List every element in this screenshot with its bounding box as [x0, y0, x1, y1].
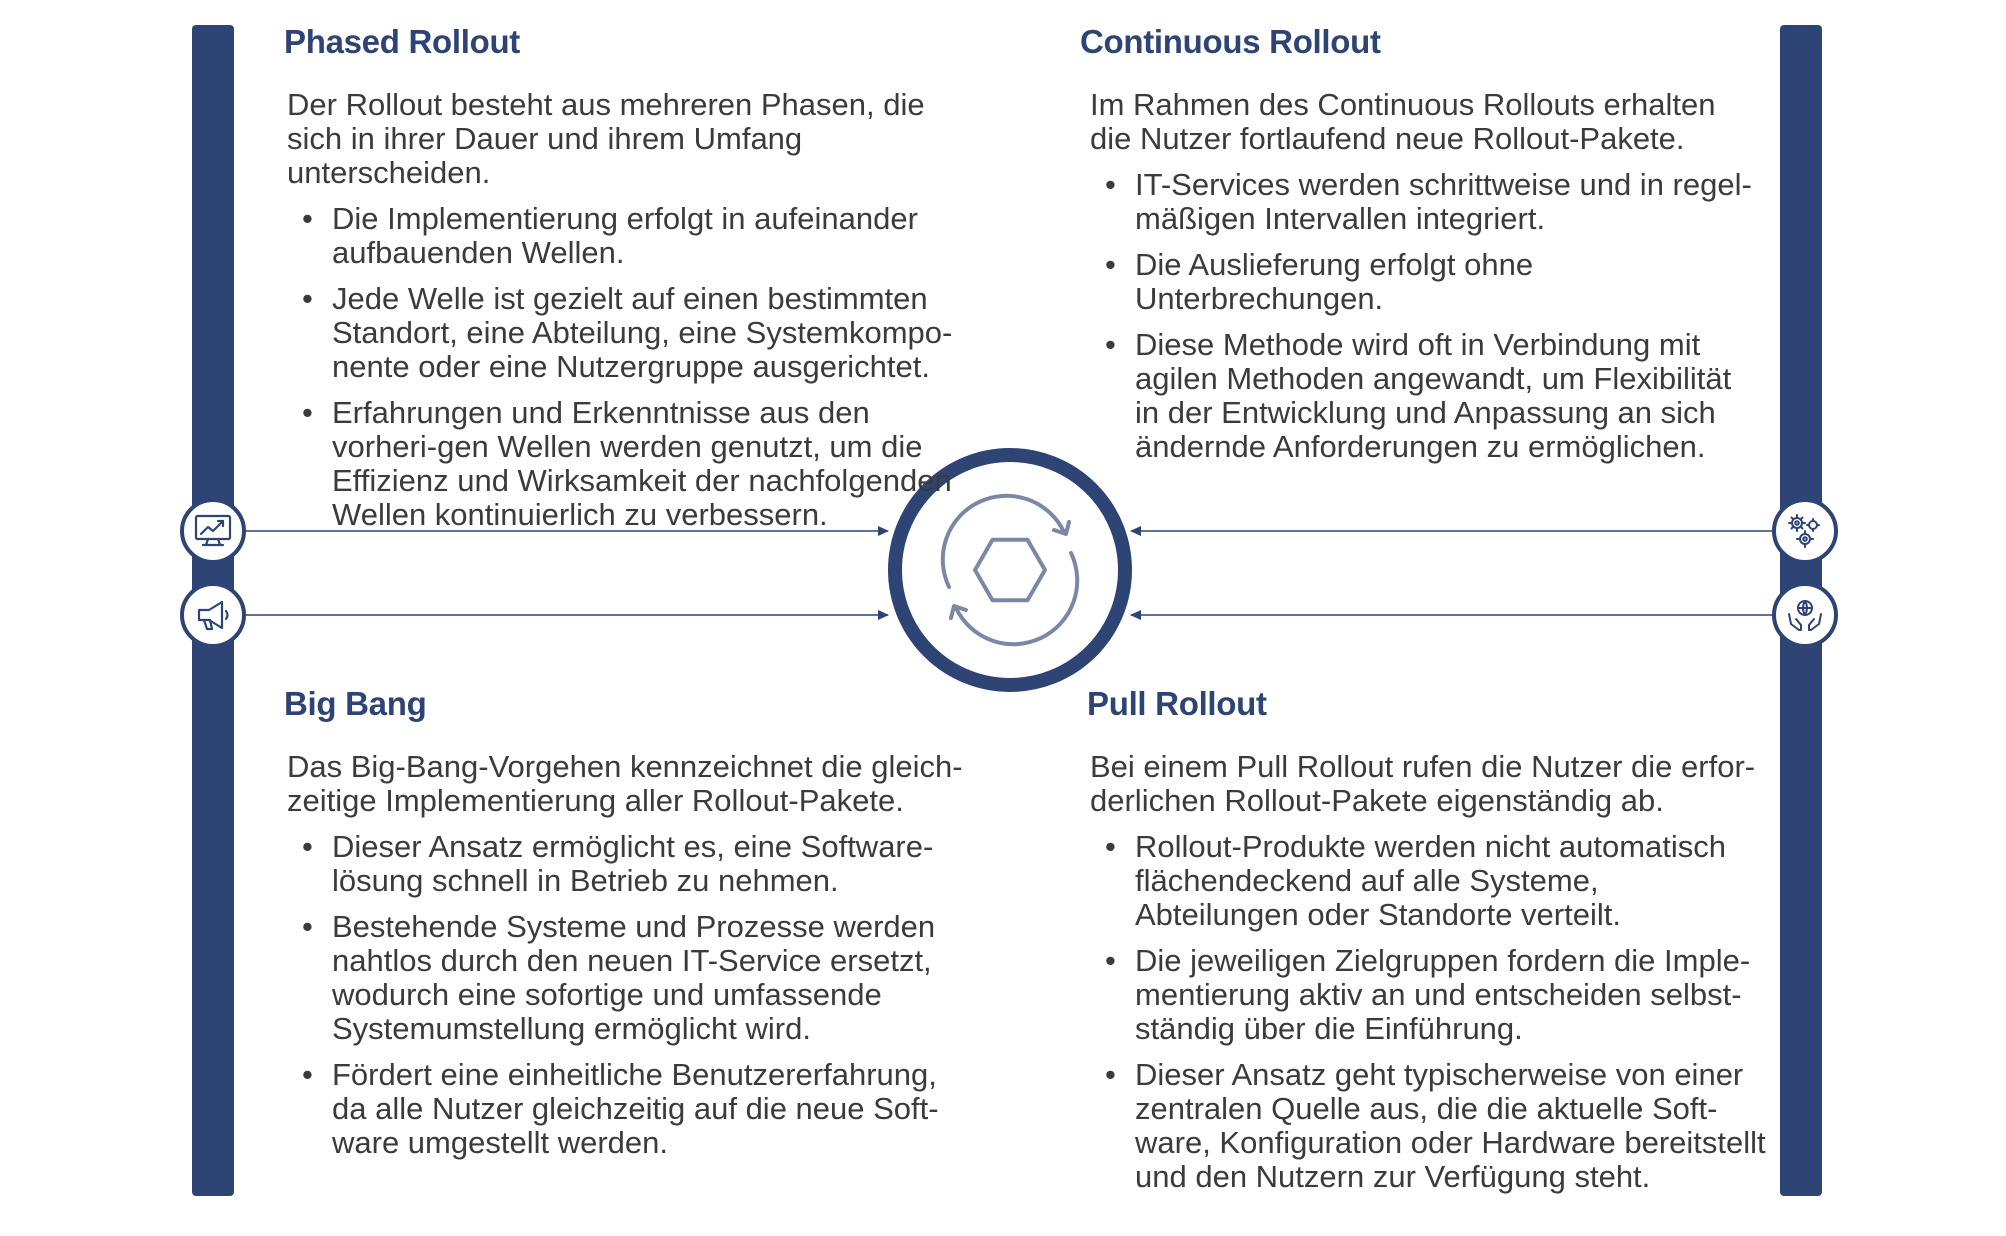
- list-item: • Dieser Ansatz geht typischerweise von einer zentralen Quelle aus, die die aktuelle Soft-ware, Konfiguration oder Hardware bereitstellt und den Nutzern zur Verfügung steht.: [1105, 1057, 1766, 1195]
- bullet-list: [284, 202, 964, 532]
- list-item: • Diese Methode wird oft in Verbindung mit agilen Methoden angewandt, um Flexibilität in der Entwicklung und Anpassung an sich ändernde Anforderungen zu ermöglichen.: [1105, 327, 1732, 465]
- bullet-dot: •: [1105, 247, 1116, 283]
- bullet-dot: •: [1105, 327, 1116, 363]
- list-item: • Erfahrungen und Erkenntnisse aus den vorheri-gen Wellen werden genutzt, um die Effizienz und Wirksamkeit der nachfolgenden Wellen kontinuierlich zu verbessern.: [302, 395, 952, 533]
- bullet-dot: •: [302, 201, 313, 237]
- bullet-list: [1087, 830, 1767, 1194]
- section-title: Pull Rollout: [1087, 685, 1267, 722]
- section-intro: Das Big-Bang-Vorgehen kennzeichnet die gleich-zeitige Implementierung aller Rollout-Pakete.: [287, 749, 963, 819]
- bullet-dot: •: [302, 281, 313, 317]
- list-item: • Rollout-Produkte werden nicht automatisch flächendeckend auf alle Systeme, Abteilungen oder Standorte verteilt.: [1105, 829, 1727, 933]
- bullet-dot: •: [1105, 943, 1116, 979]
- gears-icon: [1772, 498, 1838, 564]
- section-title: Phased Rollout: [284, 23, 520, 60]
- list-item: • Dieser Ansatz ermöglicht es, eine Software-lösung schnell in Betrieb zu nehmen.: [302, 829, 934, 899]
- section-title: Continuous Rollout: [1080, 23, 1381, 60]
- bullet-dot: •: [302, 1057, 313, 1093]
- section-intro: Im Rahmen des Continuous Rollouts erhalten die Nutzer fortlaufend neue Rollout-Pakete.: [1090, 87, 1716, 157]
- list-item: • Die Implementierung erfolgt in aufeinander aufbauenden Wellen.: [302, 201, 918, 271]
- list-item: • IT-Services werden schrittweise und in regel-mäßigen Intervallen integriert.: [1105, 167, 1752, 237]
- section-intro: Bei einem Pull Rollout rufen die Nutzer die erfor-derlichen Rollout-Pakete eigenständig ab.: [1090, 749, 1756, 819]
- bullet-dot: •: [1105, 167, 1116, 203]
- section-pull-rollout: [1087, 686, 1767, 1206]
- section-intro: Der Rollout besteht aus mehreren Phasen, die sich in ihrer Dauer und ihrem Umfang unterscheiden.: [287, 87, 925, 191]
- bullet-list: [284, 830, 964, 1160]
- section-big-bang: [284, 686, 964, 1172]
- section-continuous-rollout: [1080, 24, 1760, 476]
- list-item: • Fördert eine einheitliche Benutzererfahrung, da alle Nutzer gleichzeitig auf die neue Soft-ware umgestellt werden.: [302, 1057, 939, 1161]
- bullet-dot: •: [302, 395, 313, 431]
- bullet-dot: •: [1105, 1057, 1116, 1093]
- bullet-dot: •: [302, 829, 313, 865]
- bullet-dot: •: [1105, 829, 1116, 865]
- bullet-list: [1087, 168, 1760, 464]
- list-item: • Bestehende Systeme und Prozesse werden nahtlos durch den neuen IT-Service ersetzt, wodurch eine sofortige und umfassende Systemumstellung ermöglicht wird.: [302, 909, 936, 1047]
- list-item: • Jede Welle ist gezielt auf einen bestimmten Standort, eine Abteilung, eine Systemkompo-nente oder eine Nutzergruppe ausgerichtet.: [302, 281, 953, 385]
- section-phased-rollout: [284, 24, 964, 544]
- section-title: Big Bang: [284, 685, 427, 722]
- megaphone-icon: [180, 582, 246, 648]
- list-item: • Die jeweiligen Zielgruppen fordern die Imple-mentierung aktiv an und entscheiden selbst-ständig über die Einführung.: [1105, 943, 1751, 1047]
- hands-globe-icon: [1772, 582, 1838, 648]
- monitor-chart-icon: [180, 498, 246, 564]
- bullet-dot: •: [302, 909, 313, 945]
- list-item: • Die Auslieferung erfolgt ohne Unterbrechungen.: [1105, 247, 1534, 317]
